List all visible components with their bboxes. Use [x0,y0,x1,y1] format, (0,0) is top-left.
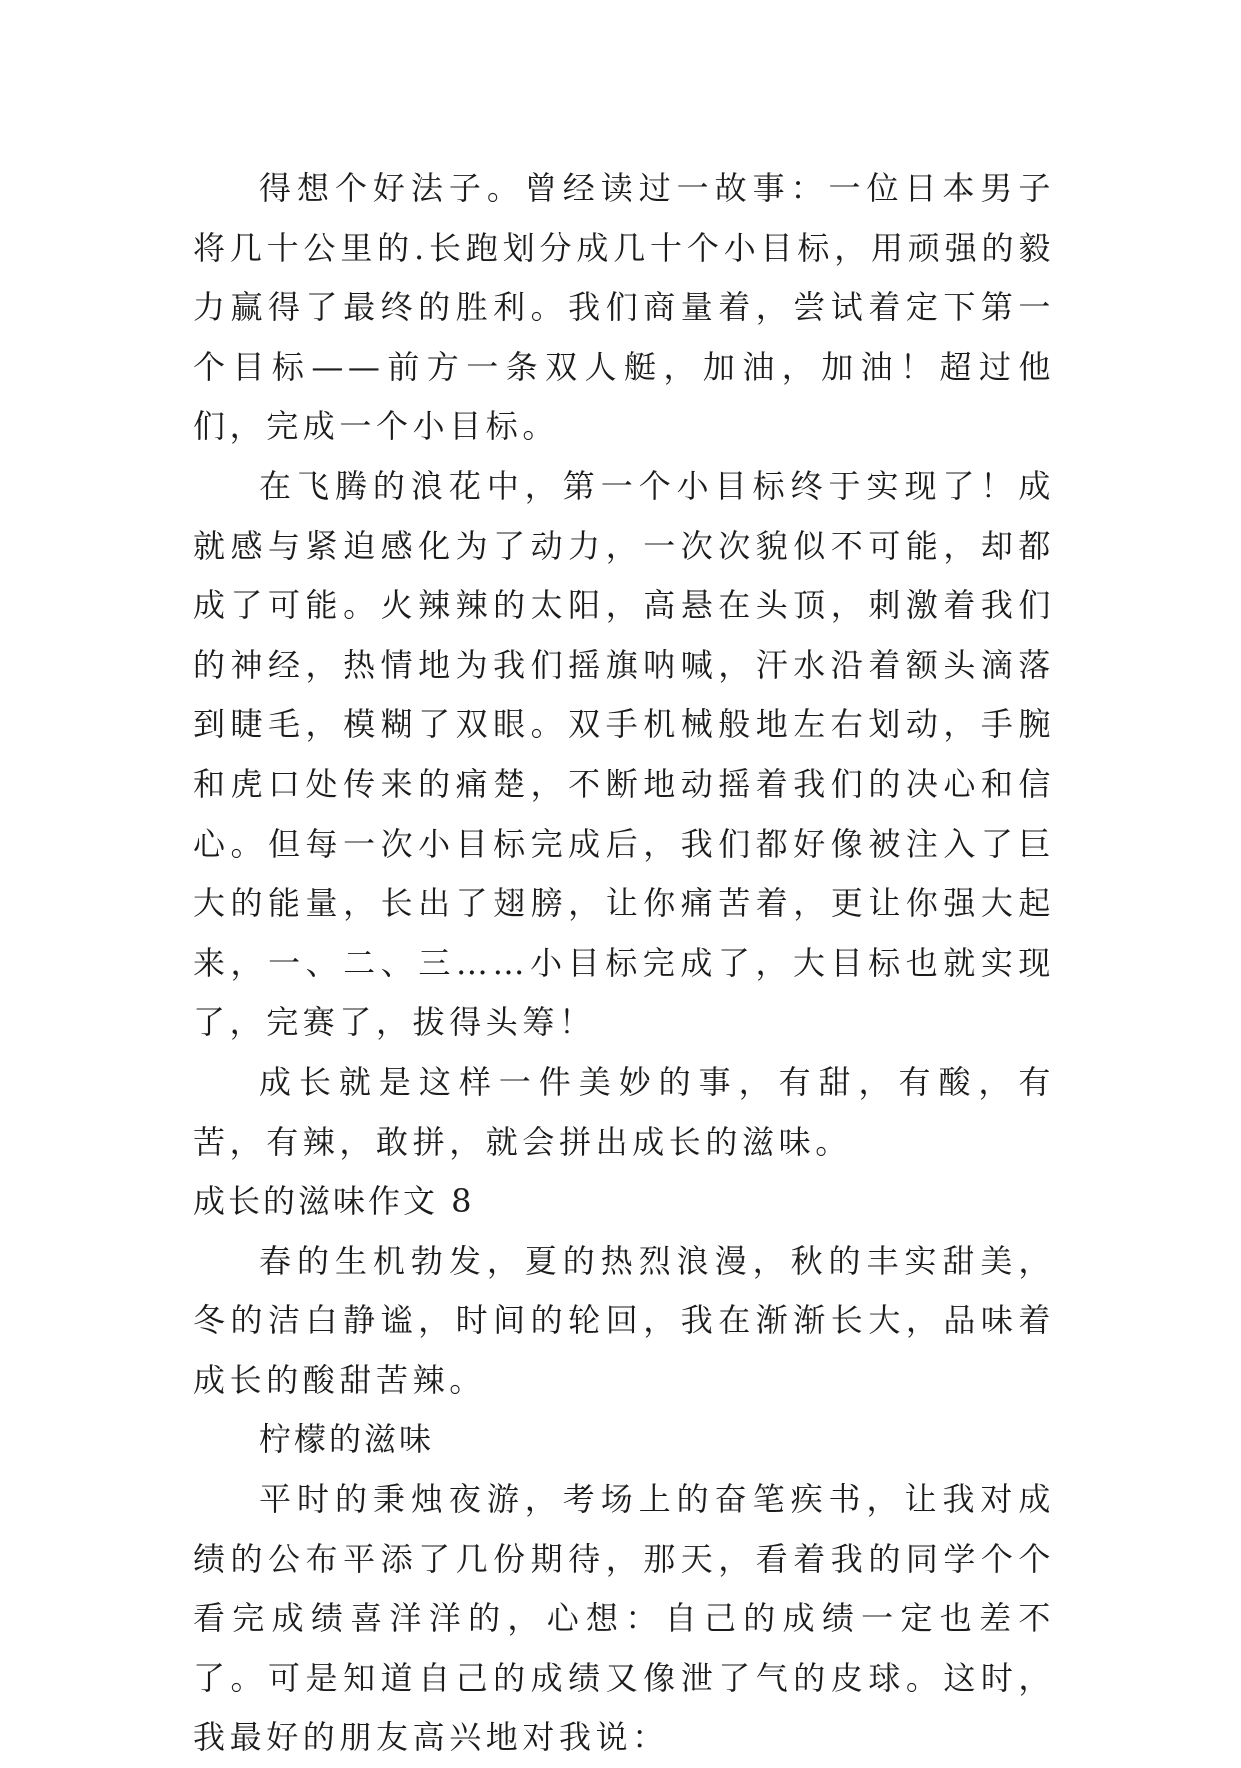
essay-title-8: 成长的滋味作文 8 [193,1182,475,1221]
paragraph-exam-results: 平时的秉烛夜游，考场上的奋笔疾书，让我对成绩的公布平添了几份期待，那天，看着我的同学个个看完成绩喜洋洋的，心想：自己的成绩一定也差不了。可是知道自己的成绩又像泄了气的皮球。这时，我最好的朋友高兴地对我说： [193,1480,1055,1757]
paragraph-growth-conclusion: 成长就是这样一件美妙的事，有甜，有酸，有苦，有辣，敢拼，就会拼出成长的滋味。 [193,1062,1055,1161]
paragraph-ending-story: 得想个好法子。曾经读过一故事：一位日本男子将几十公里的.长跑划分成几十个小目标，用顽强的毅力赢得了最终的胜利。我们商量着，尝试着定下第一个目标——前方一条双人艇，加油，加油！超过他们，完成一个小目标。 [193,169,1055,446]
section-title-lemon: 柠檬的滋味 [259,1420,435,1459]
paragraph-seasons: 春的生机勃发，夏的热烈浪漫，秋的丰实甜美，冬的洁白静谧，时间的轮回，我在渐渐长大，品味着成长的酸甜苦辣。 [193,1241,1055,1399]
document-body [193,159,1055,1768]
paragraph-race-struggle: 在飞腾的浪花中，第一个小目标终于实现了！成就感与紧迫感化为了动力，一次次貌似不可能，却都成了可能。火辣辣的太阳，高悬在头顶，刺激着我们的神经，热情地为我们摇旗呐喊，汗水沿着额头滴落到睫毛，模糊了双眼。双手机械般地左右划动，手腕和虎口处传来的痛楚，不断地动摇着我们的决心和信心。但每一次小目标完成后，我们都好像被注入了巨大的能量，长出了翅膀，让你痛苦着，更让你强大起来，一、二、三……小目标完成了，大目标也就实现了，完赛了，拔得头筹！ [193,466,1055,1042]
